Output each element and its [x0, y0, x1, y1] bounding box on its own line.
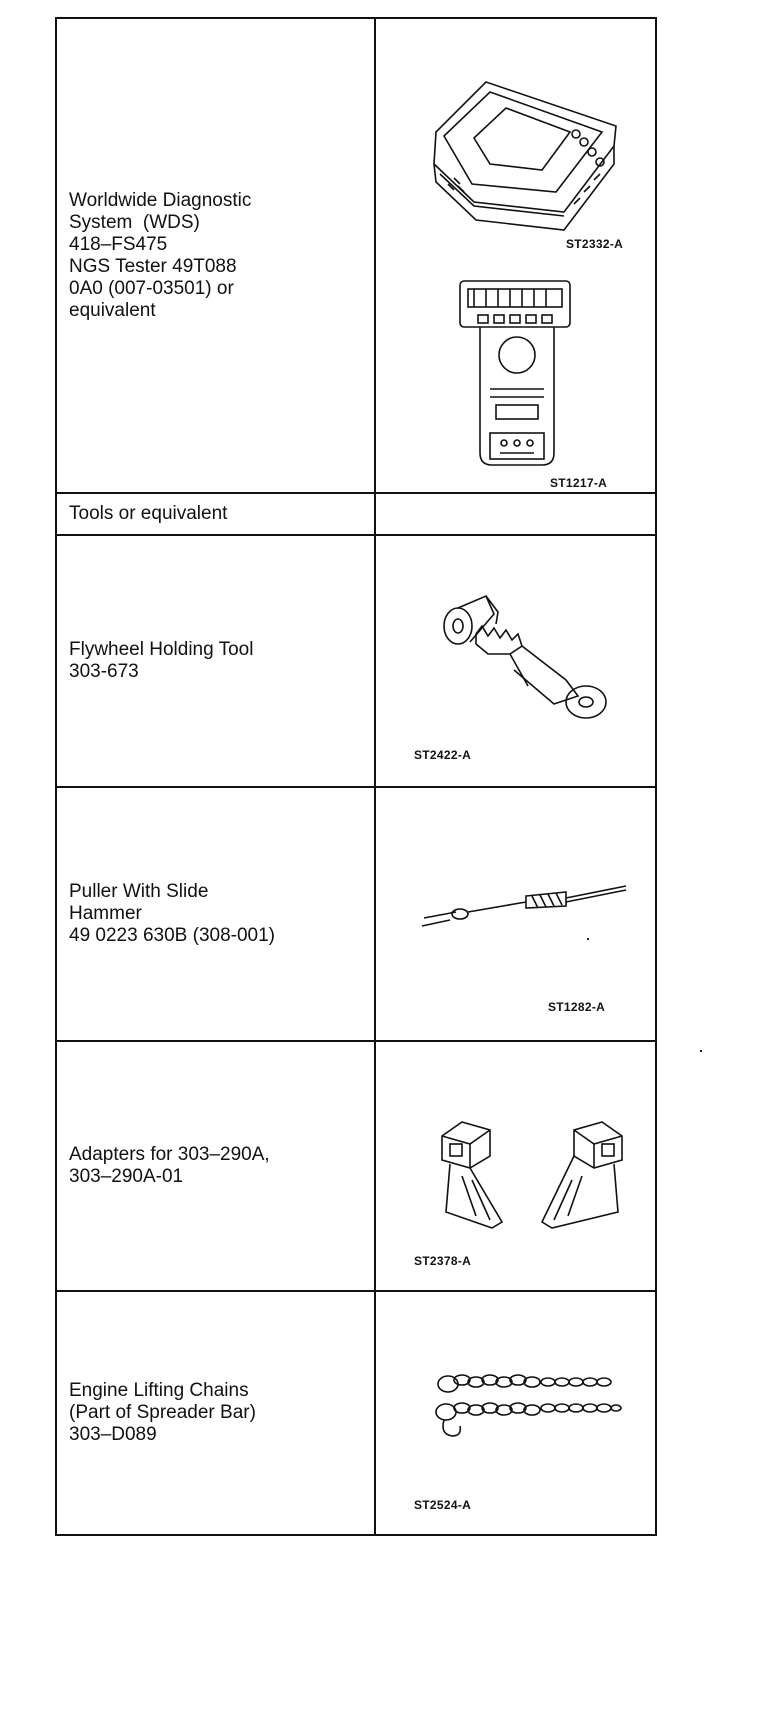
tool-illustration-cell: [375, 18, 656, 493]
description-line: 418–FS475: [69, 233, 168, 255]
tool-illustration-cell: [375, 1041, 656, 1291]
table-row: [56, 535, 656, 787]
tool-description: [56, 1041, 375, 1291]
empty-illustration-cell: [375, 493, 656, 535]
table-row: [56, 1291, 656, 1535]
description-line: 303–D089: [69, 1424, 157, 1445]
tool-description: [56, 493, 375, 535]
description-line: Adapters for 303–290A,: [69, 1144, 270, 1165]
description-line: Flywheel Holding Tool: [69, 639, 254, 660]
description-line: (Part of Spreader Bar): [69, 1402, 256, 1423]
flywheel-holding-tool-icon: [436, 584, 616, 724]
table-row: [56, 1041, 656, 1291]
tool-illustration-cell: [375, 787, 656, 1041]
part-code: ST2422-A: [414, 748, 472, 762]
description-line: Puller With Slide: [69, 881, 209, 902]
part-code: ST2332-A: [566, 237, 624, 251]
table-row: [56, 18, 656, 493]
scan-speck: [700, 1050, 702, 1052]
special-tools-table: [55, 17, 657, 1536]
description-line: Tools or equivalent: [69, 503, 228, 524]
description-line: 303-673: [69, 661, 139, 682]
lifting-chains-icon: [432, 1364, 622, 1454]
adapters-icon: [432, 1112, 632, 1232]
scan-speck: [587, 938, 589, 940]
description-line: 303–290A-01: [69, 1166, 184, 1187]
part-code: ST1217-A: [550, 476, 608, 490]
part-code: ST2378-A: [414, 1254, 472, 1268]
description-line: NGS Tester 49T088: [69, 255, 237, 277]
description-line: 0A0 (007-03501) or: [69, 277, 234, 299]
part-code: ST2524-A: [414, 1498, 472, 1512]
tool-illustration-cell: [375, 1291, 656, 1535]
ngs-tester-icon: [456, 273, 576, 473]
table-row: [56, 787, 656, 1041]
slide-hammer-puller-icon: [416, 878, 636, 938]
description-line: Hammer: [69, 903, 142, 924]
description-line: 49 0223 630B (308-001): [69, 925, 275, 946]
description-line: System (WDS): [69, 211, 200, 233]
tool-illustration-cell: [375, 535, 656, 787]
description-line: equivalent: [69, 299, 156, 321]
part-code: ST1282-A: [548, 1000, 606, 1014]
diagnostic-tablet-icon: [424, 74, 624, 224]
tool-description: [56, 18, 375, 493]
description-line: Engine Lifting Chains: [69, 1380, 249, 1401]
table-row: [56, 493, 656, 535]
description-line: Worldwide Diagnostic: [69, 189, 252, 211]
tool-description: [56, 535, 375, 787]
tool-description: [56, 1291, 375, 1535]
tool-description: [56, 787, 375, 1041]
